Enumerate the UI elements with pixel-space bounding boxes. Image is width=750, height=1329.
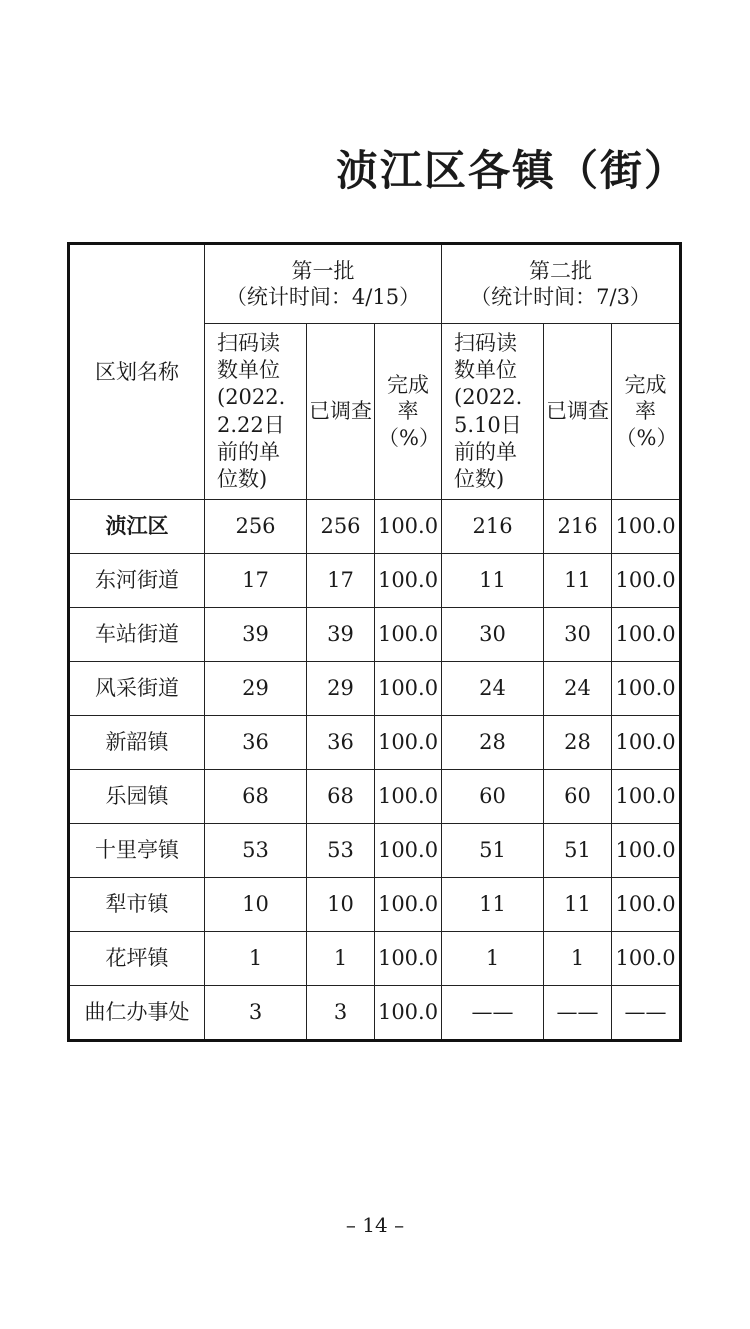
cell-rate-2: 100.0: [612, 824, 681, 878]
header-surveyed-1: 已调查: [307, 324, 375, 500]
cell-surveyed-1: 53: [307, 824, 375, 878]
table-row: [69, 500, 681, 554]
cell-scan-1: 256: [205, 500, 307, 554]
cell-surveyed-1: 36: [307, 716, 375, 770]
cell-surveyed-2: 60: [544, 770, 612, 824]
cell-scan-2: 30: [442, 608, 544, 662]
cell-surveyed-2: ——: [544, 986, 612, 1041]
cell-scan-2: 51: [442, 824, 544, 878]
header-rate-1: 完成率（%）: [375, 324, 442, 500]
cell-surveyed-2: 1: [544, 932, 612, 986]
region-name: 东河街道: [69, 554, 205, 608]
cell-surveyed-2: 11: [544, 878, 612, 932]
header-region-name: 区划名称: [69, 244, 205, 500]
cell-surveyed-1: 256: [307, 500, 375, 554]
cell-rate-1: 100.0: [375, 986, 442, 1041]
cell-scan-1: 17: [205, 554, 307, 608]
cell-rate-1: 100.0: [375, 662, 442, 716]
cell-scan-1: 29: [205, 662, 307, 716]
cell-scan-2: 11: [442, 554, 544, 608]
cell-rate-2: 100.0: [612, 662, 681, 716]
cell-surveyed-1: 1: [307, 932, 375, 986]
cell-rate-2: 100.0: [612, 716, 681, 770]
header-batch-2: 第二批 （统计时间：7/3）: [442, 244, 681, 324]
region-name: 车站街道: [69, 608, 205, 662]
cell-rate-2: 100.0: [612, 554, 681, 608]
cell-surveyed-1: 39: [307, 608, 375, 662]
cell-rate-1: 100.0: [375, 608, 442, 662]
table-row: [69, 554, 681, 608]
cell-rate-1: 100.0: [375, 770, 442, 824]
cell-surveyed-2: 24: [544, 662, 612, 716]
cell-rate-2: 100.0: [612, 932, 681, 986]
table-row: [69, 662, 681, 716]
table-row: [69, 608, 681, 662]
header-scan-units-2: 扫码读数单位(2022.5.10日前的单位数): [442, 324, 544, 500]
cell-surveyed-1: 68: [307, 770, 375, 824]
cell-rate-1: 100.0: [375, 554, 442, 608]
cell-scan-2: 24: [442, 662, 544, 716]
table-row: [69, 824, 681, 878]
cell-surveyed-1: 3: [307, 986, 375, 1041]
cell-scan-2: 60: [442, 770, 544, 824]
cell-surveyed-2: 216: [544, 500, 612, 554]
table-row: [69, 770, 681, 824]
region-name: 十里亭镇: [69, 824, 205, 878]
cell-rate-2: 100.0: [612, 500, 681, 554]
cell-rate-2: ——: [612, 986, 681, 1041]
cell-scan-1: 3: [205, 986, 307, 1041]
table-row: [69, 878, 681, 932]
region-name: 犁市镇: [69, 878, 205, 932]
cell-surveyed-1: 10: [307, 878, 375, 932]
region-name: 花坪镇: [69, 932, 205, 986]
cell-surveyed-1: 29: [307, 662, 375, 716]
header-rate-2: 完成率（%）: [612, 324, 681, 500]
region-name: 曲仁办事处: [69, 986, 205, 1041]
cell-scan-1: 68: [205, 770, 307, 824]
cell-surveyed-1: 17: [307, 554, 375, 608]
region-name: 乐园镇: [69, 770, 205, 824]
cell-scan-1: 36: [205, 716, 307, 770]
cell-surveyed-2: 11: [544, 554, 612, 608]
cell-scan-1: 1: [205, 932, 307, 986]
cell-scan-2: ——: [442, 986, 544, 1041]
cell-rate-1: 100.0: [375, 824, 442, 878]
cell-rate-2: 100.0: [612, 608, 681, 662]
cell-surveyed-2: 30: [544, 608, 612, 662]
cell-scan-2: 216: [442, 500, 544, 554]
cell-surveyed-2: 51: [544, 824, 612, 878]
cell-scan-1: 39: [205, 608, 307, 662]
cell-rate-1: 100.0: [375, 500, 442, 554]
region-name: 新韶镇: [69, 716, 205, 770]
cell-rate-2: 100.0: [612, 878, 681, 932]
cell-scan-2: 11: [442, 878, 544, 932]
page-number: – 14 –: [345, 1213, 405, 1237]
cell-rate-1: 100.0: [375, 716, 442, 770]
page-title: 浈江区各镇（街）: [335, 146, 688, 195]
header-surveyed-2: 已调查: [544, 324, 612, 500]
header-batch-1: 第一批 （统计时间：4/15）: [205, 244, 442, 324]
header-scan-units-1: 扫码读数单位(2022.2.22日前的单位数): [205, 324, 307, 500]
cell-scan-1: 10: [205, 878, 307, 932]
cell-rate-1: 100.0: [375, 878, 442, 932]
cell-rate-1: 100.0: [375, 932, 442, 986]
cell-scan-2: 28: [442, 716, 544, 770]
table-row: [69, 716, 681, 770]
region-name: 浈江区: [69, 500, 205, 554]
region-name: 风采街道: [69, 662, 205, 716]
cell-scan-1: 53: [205, 824, 307, 878]
cell-surveyed-2: 28: [544, 716, 612, 770]
statistics-table: [67, 242, 682, 1042]
table-row: [69, 986, 681, 1041]
table-row: [69, 932, 681, 986]
cell-rate-2: 100.0: [612, 770, 681, 824]
cell-scan-2: 1: [442, 932, 544, 986]
